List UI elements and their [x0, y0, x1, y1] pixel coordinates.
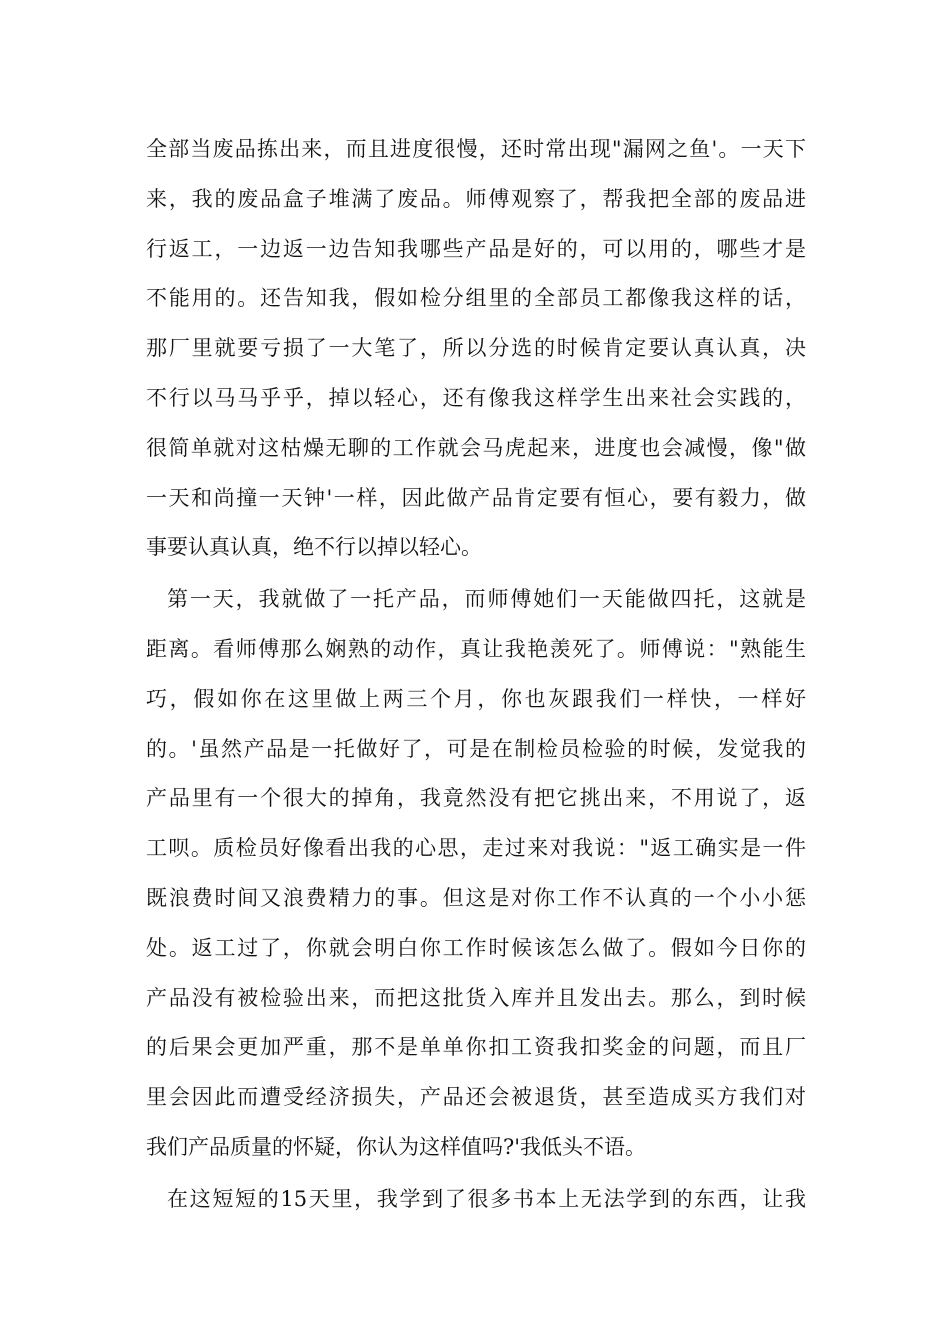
text-line: 工呗。质检员好像看出我的心思，走过来对我说："返工确实是一件 [146, 836, 806, 861]
text-line: 那厂里就要亏损了一大笔了，所以分选的时候肯定要认真认真，决 [146, 336, 806, 361]
text-line: 巧，假如你在这里做上两三个月，你也灰跟我们一样快，一样好 [146, 686, 806, 711]
text-line: 很简单就对这枯燥无聊的工作就会马虎起来，进度也会减慢，像"做 [146, 435, 806, 460]
text-line: 全部当废品拣出来，而且进度很慢，还时常出现"漏网之鱼'。一天下 [146, 137, 806, 161]
text-line: 第一天，我就做了一托产品，而师傅她们一天能做四托，这就是 [167, 587, 806, 612]
text-line: 的。'虽然产品是一托做好了，可是在制检员检验的时候，发觉我的 [146, 736, 806, 761]
text-line: 一天和尚撞一天钟'一样，因此做产品肯定要有恒心，要有毅力，做 [146, 485, 806, 510]
text-line: 行返工，一边返一边告知我哪些产品是好的，可以用的，哪些才是 [146, 236, 806, 261]
text-line: 不能用的。还告知我，假如检分组里的全部员工都像我这样的话， [146, 286, 806, 311]
text-line: 不行以马马乎乎，掉以轻心，还有像我这样学生出来社会实践的， [146, 385, 806, 410]
text-line: 产品里有一个很大的掉角，我竟然没有把它挑出来，不用说了，返 [146, 786, 806, 811]
text-line: 既浪费时间又浪费精力的事。但这是对你工作不认真的一个小小惩 [146, 885, 806, 910]
text-line: 产品没有被检验出来，而把这批货入库并且发出去。那么，到时候 [146, 985, 806, 1010]
text-line: 来，我的废品盒子堆满了废品。师傅观察了，帮我把全部的废品进 [146, 186, 806, 211]
paragraph-2 [146, 575, 806, 1173]
text-line: 的后果会更加严重，那不是单单你扣工资我扣奖金的问题，而且厂 [146, 1035, 806, 1060]
body-text [146, 125, 806, 1225]
text-line: 处。返工过了，你就会明白你工作时候该怎么做了。假如今日你的 [146, 935, 806, 960]
text-line: 距离。看师傅那么娴熟的动作，真让我艳羡死了。师傅说："熟能生 [146, 636, 806, 661]
text-line: 事要认真认真，绝不行以掉以轻心。 [146, 535, 482, 560]
paragraph-1 [146, 125, 806, 573]
text-line: 在这短短的15天里，我学到了很多书本上无法学到的东西，让我 [167, 1186, 806, 1211]
text-line: 我们产品质量的怀疑，你认为这样值吗?'我低头不语。 [146, 1134, 647, 1159]
text-line: 里会因此而遭受经济损失，产品还会被退货，甚至造成买方我们对 [146, 1085, 806, 1110]
paragraph-3 [146, 1175, 806, 1225]
